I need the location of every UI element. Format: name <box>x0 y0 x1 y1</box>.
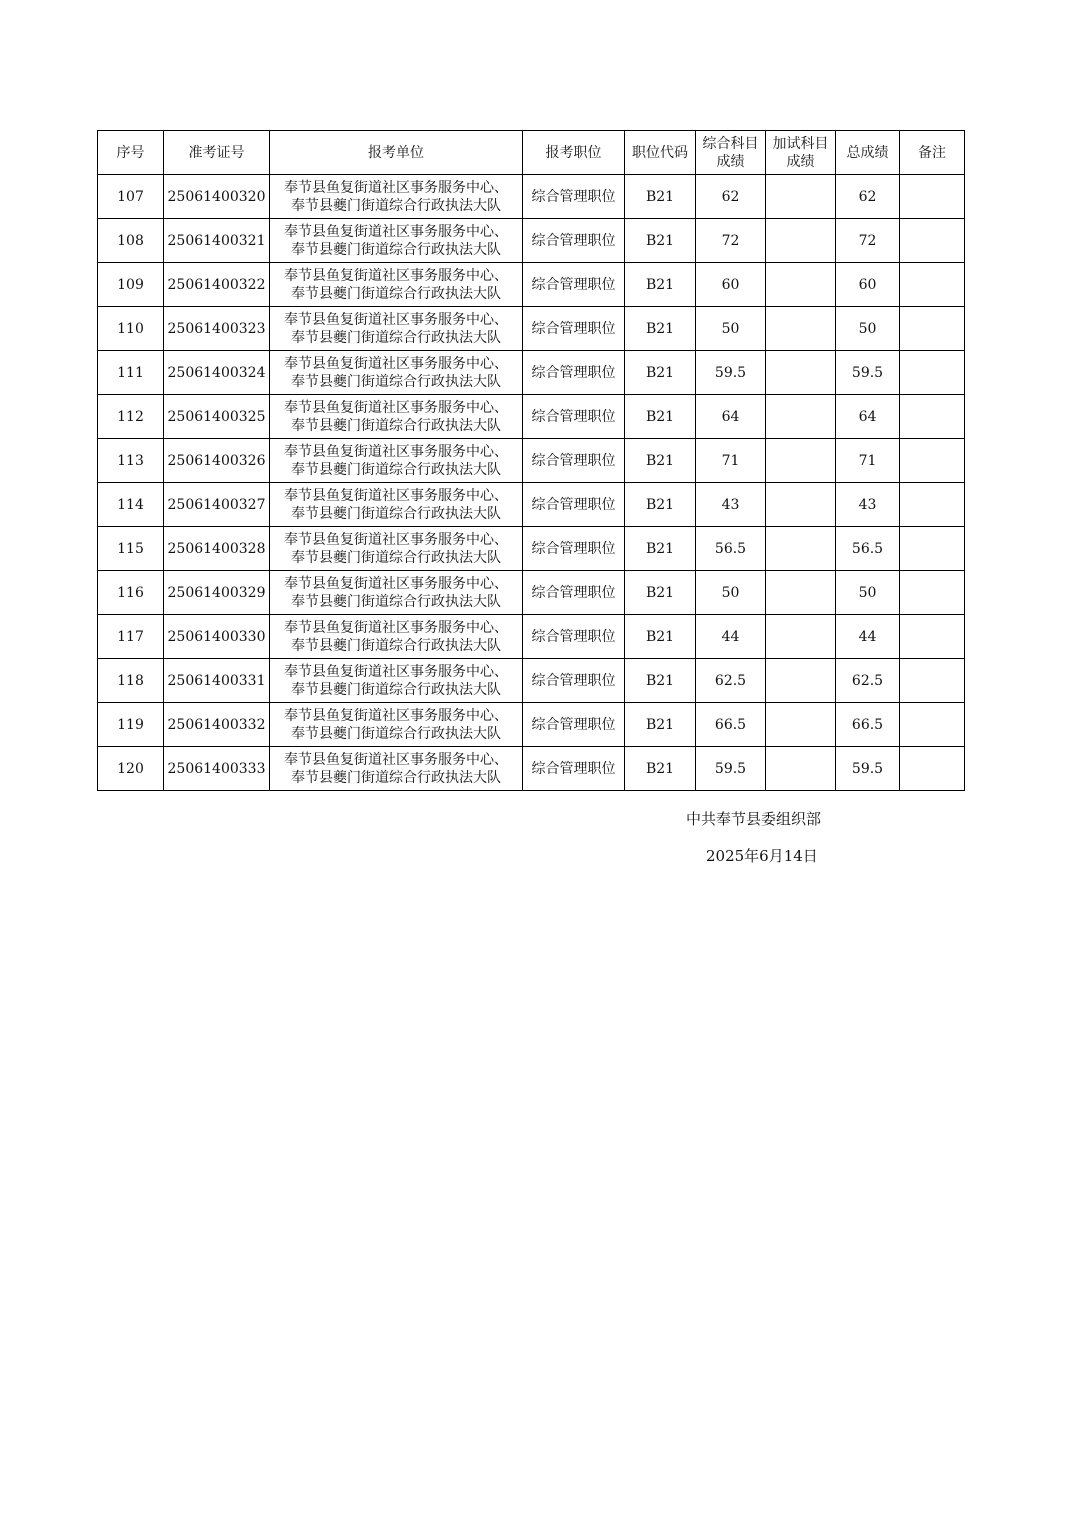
cell-position: 综合管理职位 <box>523 219 625 263</box>
cell-extra-score <box>766 527 836 571</box>
table-row <box>98 527 965 571</box>
cell-seq: 108 <box>98 219 164 263</box>
cell-remark <box>900 747 965 791</box>
unit-line-2: 奉节县夔门街道综合行政执法大队 <box>291 417 501 434</box>
table-row <box>98 483 965 527</box>
cell-position: 综合管理职位 <box>523 571 625 615</box>
table-row <box>98 351 965 395</box>
unit-line-1: 奉节县鱼复街道社区事务服务中心、 <box>284 663 508 680</box>
cell-position: 综合管理职位 <box>523 659 625 703</box>
unit-line-1: 奉节县鱼复街道社区事务服务中心、 <box>284 487 508 504</box>
cell-seq: 109 <box>98 263 164 307</box>
cell-total-score: 62 <box>836 175 900 219</box>
cell-unit <box>270 175 523 219</box>
cell-position-code: B21 <box>625 571 696 615</box>
table-row <box>98 659 965 703</box>
cell-position-code: B21 <box>625 395 696 439</box>
cell-total-score: 59.5 <box>836 351 900 395</box>
cell-seq: 118 <box>98 659 164 703</box>
unit-line-2: 奉节县夔门街道综合行政执法大队 <box>291 549 501 566</box>
cell-comprehensive-score: 56.5 <box>696 527 766 571</box>
cell-unit <box>270 307 523 351</box>
table-row <box>98 439 965 483</box>
unit-line-2: 奉节县夔门街道综合行政执法大队 <box>291 637 501 654</box>
header-comprehensive-line1: 综合科目 <box>702 135 759 152</box>
cell-position: 综合管理职位 <box>523 175 625 219</box>
table-row <box>98 263 965 307</box>
cell-extra-score <box>766 483 836 527</box>
issue-date: 2025年6月14日 <box>706 847 818 865</box>
cell-total-score: 43 <box>836 483 900 527</box>
unit-line-2: 奉节县夔门街道综合行政执法大队 <box>291 505 501 522</box>
cell-remark <box>900 439 965 483</box>
cell-exam-id: 25061400330 <box>164 615 270 659</box>
cell-remark <box>900 527 965 571</box>
cell-position-code: B21 <box>625 351 696 395</box>
cell-exam-id: 25061400328 <box>164 527 270 571</box>
cell-position-code: B21 <box>625 439 696 483</box>
cell-comprehensive-score: 50 <box>696 571 766 615</box>
unit-line-2: 奉节县夔门街道综合行政执法大队 <box>291 373 501 390</box>
cell-position: 综合管理职位 <box>523 307 625 351</box>
cell-extra-score <box>766 175 836 219</box>
cell-comprehensive-score: 64 <box>696 395 766 439</box>
cell-position: 综合管理职位 <box>523 747 625 791</box>
cell-remark <box>900 483 965 527</box>
cell-total-score: 44 <box>836 615 900 659</box>
unit-line-1: 奉节县鱼复街道社区事务服务中心、 <box>284 399 508 416</box>
cell-remark <box>900 219 965 263</box>
cell-total-score: 60 <box>836 263 900 307</box>
cell-extra-score <box>766 747 836 791</box>
cell-unit <box>270 527 523 571</box>
cell-position-code: B21 <box>625 263 696 307</box>
cell-position: 综合管理职位 <box>523 395 625 439</box>
cell-unit <box>270 483 523 527</box>
table-row <box>98 747 965 791</box>
cell-position: 综合管理职位 <box>523 527 625 571</box>
cell-total-score: 50 <box>836 571 900 615</box>
cell-unit <box>270 395 523 439</box>
unit-line-2: 奉节县夔门街道综合行政执法大队 <box>291 329 501 346</box>
header-remark: 备注 <box>900 131 965 175</box>
unit-line-1: 奉节县鱼复街道社区事务服务中心、 <box>284 531 508 548</box>
cell-comprehensive-score: 44 <box>696 615 766 659</box>
cell-position-code: B21 <box>625 747 696 791</box>
cell-total-score: 72 <box>836 219 900 263</box>
cell-unit <box>270 659 523 703</box>
unit-line-2: 奉节县夔门街道综合行政执法大队 <box>291 241 501 258</box>
cell-seq: 107 <box>98 175 164 219</box>
cell-total-score: 50 <box>836 307 900 351</box>
cell-exam-id: 25061400327 <box>164 483 270 527</box>
cell-comprehensive-score: 59.5 <box>696 351 766 395</box>
unit-line-2: 奉节县夔门街道综合行政执法大队 <box>291 285 501 302</box>
cell-exam-id: 25061400320 <box>164 175 270 219</box>
cell-extra-score <box>766 703 836 747</box>
cell-exam-id: 25061400333 <box>164 747 270 791</box>
unit-line-1: 奉节县鱼复街道社区事务服务中心、 <box>284 267 508 284</box>
cell-unit <box>270 263 523 307</box>
cell-comprehensive-score: 62 <box>696 175 766 219</box>
cell-total-score: 66.5 <box>836 703 900 747</box>
cell-remark <box>900 307 965 351</box>
table-row <box>98 219 965 263</box>
unit-line-1: 奉节县鱼复街道社区事务服务中心、 <box>284 443 508 460</box>
cell-seq: 113 <box>98 439 164 483</box>
cell-total-score: 64 <box>836 395 900 439</box>
cell-unit <box>270 615 523 659</box>
cell-unit <box>270 439 523 483</box>
cell-seq: 112 <box>98 395 164 439</box>
cell-comprehensive-score: 59.5 <box>696 747 766 791</box>
cell-exam-id: 25061400326 <box>164 439 270 483</box>
cell-extra-score <box>766 351 836 395</box>
cell-seq: 110 <box>98 307 164 351</box>
unit-line-1: 奉节县鱼复街道社区事务服务中心、 <box>284 751 508 768</box>
cell-remark <box>900 659 965 703</box>
cell-position: 综合管理职位 <box>523 483 625 527</box>
cell-comprehensive-score: 71 <box>696 439 766 483</box>
table-row <box>98 703 965 747</box>
header-comprehensive-line2: 成绩 <box>716 153 745 170</box>
unit-line-1: 奉节县鱼复街道社区事务服务中心、 <box>284 575 508 592</box>
cell-exam-id: 25061400325 <box>164 395 270 439</box>
cell-exam-id: 25061400332 <box>164 703 270 747</box>
cell-comprehensive-score: 62.5 <box>696 659 766 703</box>
cell-seq: 117 <box>98 615 164 659</box>
cell-unit <box>270 219 523 263</box>
cell-exam-id: 25061400322 <box>164 263 270 307</box>
cell-position-code: B21 <box>625 527 696 571</box>
cell-exam-id: 25061400324 <box>164 351 270 395</box>
unit-line-2: 奉节县夔门街道综合行政执法大队 <box>291 725 501 742</box>
cell-position: 综合管理职位 <box>523 263 625 307</box>
unit-line-1: 奉节县鱼复街道社区事务服务中心、 <box>284 311 508 328</box>
header-extra-line1: 加试科目 <box>772 135 829 152</box>
cell-position-code: B21 <box>625 219 696 263</box>
cell-position-code: B21 <box>625 307 696 351</box>
cell-seq: 119 <box>98 703 164 747</box>
cell-remark <box>900 703 965 747</box>
table-row <box>98 395 965 439</box>
cell-unit <box>270 571 523 615</box>
cell-exam-id: 25061400323 <box>164 307 270 351</box>
cell-unit <box>270 747 523 791</box>
unit-line-1: 奉节县鱼复街道社区事务服务中心、 <box>284 355 508 372</box>
unit-line-1: 奉节县鱼复街道社区事务服务中心、 <box>284 707 508 724</box>
cell-exam-id: 25061400321 <box>164 219 270 263</box>
cell-seq: 116 <box>98 571 164 615</box>
cell-seq: 114 <box>98 483 164 527</box>
cell-total-score: 71 <box>836 439 900 483</box>
issuing-organization: 中共奉节县委组织部 <box>686 810 822 828</box>
table-header-row <box>98 131 965 175</box>
cell-extra-score <box>766 571 836 615</box>
cell-remark <box>900 615 965 659</box>
unit-line-1: 奉节县鱼复街道社区事务服务中心、 <box>284 223 508 240</box>
table-row <box>98 571 965 615</box>
cell-position-code: B21 <box>625 659 696 703</box>
cell-total-score: 62.5 <box>836 659 900 703</box>
table-row <box>98 307 965 351</box>
cell-extra-score <box>766 263 836 307</box>
unit-line-1: 奉节县鱼复街道社区事务服务中心、 <box>284 179 508 196</box>
header-position: 报考职位 <box>523 131 625 175</box>
cell-position-code: B21 <box>625 175 696 219</box>
header-extra <box>766 131 836 175</box>
cell-position-code: B21 <box>625 615 696 659</box>
unit-line-2: 奉节县夔门街道综合行政执法大队 <box>291 197 501 214</box>
unit-line-2: 奉节县夔门街道综合行政执法大队 <box>291 681 501 698</box>
cell-comprehensive-score: 50 <box>696 307 766 351</box>
table-body <box>98 175 965 791</box>
cell-total-score: 56.5 <box>836 527 900 571</box>
cell-seq: 115 <box>98 527 164 571</box>
header-position-code: 职位代码 <box>625 131 696 175</box>
cell-comprehensive-score: 72 <box>696 219 766 263</box>
cell-comprehensive-score: 66.5 <box>696 703 766 747</box>
header-exam-id: 准考证号 <box>164 131 270 175</box>
cell-extra-score <box>766 219 836 263</box>
cell-exam-id: 25061400329 <box>164 571 270 615</box>
cell-extra-score <box>766 659 836 703</box>
header-unit: 报考单位 <box>270 131 523 175</box>
cell-seq: 111 <box>98 351 164 395</box>
cell-remark <box>900 351 965 395</box>
cell-seq: 120 <box>98 747 164 791</box>
cell-position: 综合管理职位 <box>523 703 625 747</box>
cell-unit <box>270 351 523 395</box>
table-row <box>98 615 965 659</box>
cell-comprehensive-score: 43 <box>696 483 766 527</box>
cell-remark <box>900 263 965 307</box>
unit-line-2: 奉节县夔门街道综合行政执法大队 <box>291 769 501 786</box>
cell-remark <box>900 571 965 615</box>
unit-line-2: 奉节县夔门街道综合行政执法大队 <box>291 461 501 478</box>
header-seq: 序号 <box>98 131 164 175</box>
cell-comprehensive-score: 60 <box>696 263 766 307</box>
header-comprehensive <box>696 131 766 175</box>
cell-extra-score <box>766 307 836 351</box>
cell-remark <box>900 395 965 439</box>
cell-total-score: 59.5 <box>836 747 900 791</box>
cell-position: 综合管理职位 <box>523 439 625 483</box>
cell-extra-score <box>766 615 836 659</box>
cell-position: 综合管理职位 <box>523 351 625 395</box>
unit-line-2: 奉节县夔门街道综合行政执法大队 <box>291 593 501 610</box>
header-total: 总成绩 <box>836 131 900 175</box>
cell-position: 综合管理职位 <box>523 615 625 659</box>
cell-extra-score <box>766 395 836 439</box>
cell-position-code: B21 <box>625 483 696 527</box>
cell-unit <box>270 703 523 747</box>
unit-line-1: 奉节县鱼复街道社区事务服务中心、 <box>284 619 508 636</box>
score-table <box>97 130 965 791</box>
table-row <box>98 175 965 219</box>
cell-position-code: B21 <box>625 703 696 747</box>
header-extra-line2: 成绩 <box>786 153 815 170</box>
cell-remark <box>900 175 965 219</box>
cell-exam-id: 25061400331 <box>164 659 270 703</box>
cell-extra-score <box>766 439 836 483</box>
